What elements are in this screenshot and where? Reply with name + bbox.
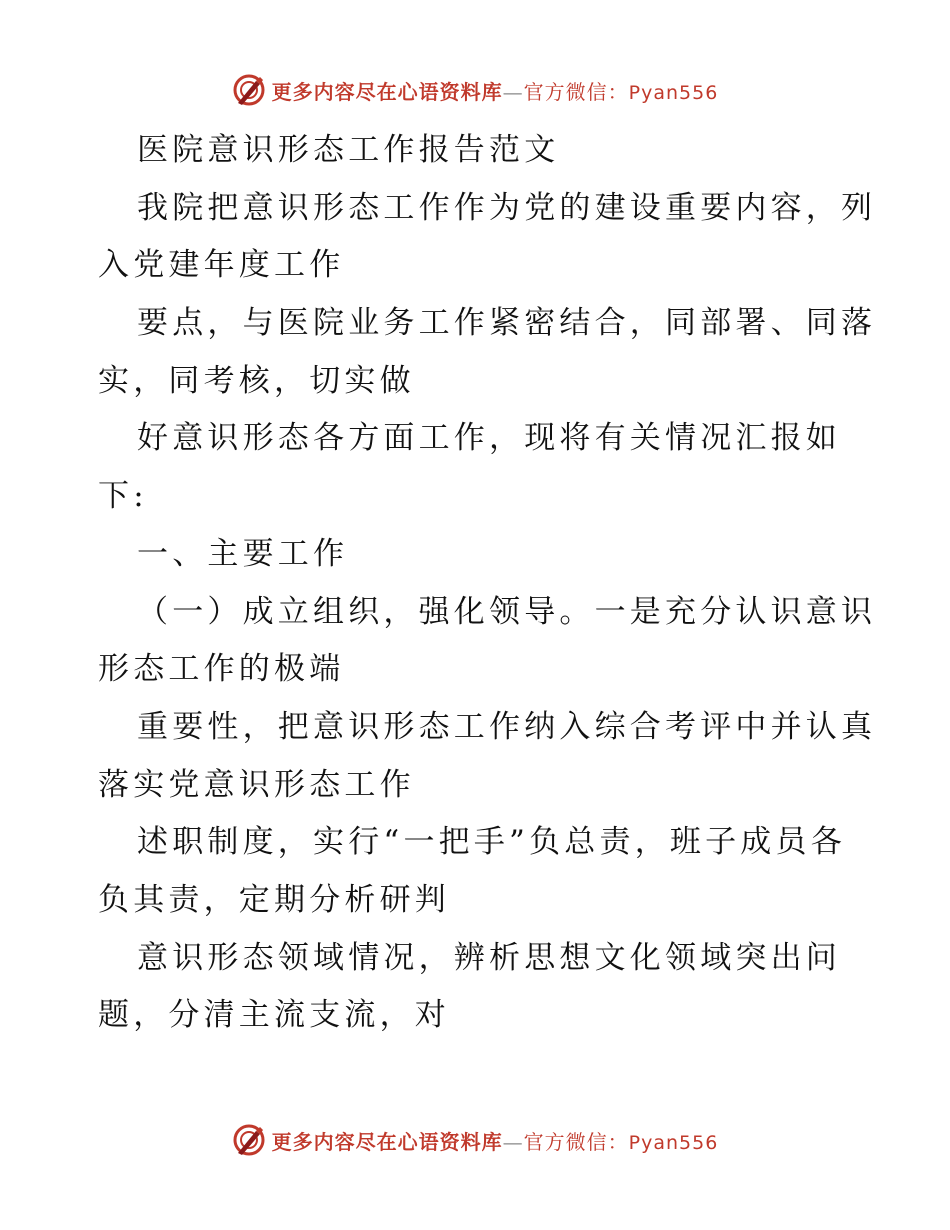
watermark-text (272, 1126, 719, 1155)
paragraph-line: 实，同考核，切实做 (98, 362, 415, 399)
section-heading: 一、主要工作 (137, 535, 349, 572)
paragraph-line: 负其责，定期分析研判 (98, 881, 450, 918)
paragraph-line: 意识形态领域情况，辨析思想文化领域突出问 (137, 939, 841, 976)
watermark-text (272, 76, 719, 105)
paragraph-line: 述职制度，实行“一把手”负总责，班子成员各 (137, 824, 846, 861)
watermark-dash: — (502, 79, 524, 104)
paragraph-line: 重要性，把意识形态工作纳入综合考评中并认真 (137, 708, 877, 745)
paragraph-line: 落实党意识形态工作 (98, 766, 415, 803)
watermark-wechat-label: 官方微信： (523, 1129, 629, 1154)
watermark-wechat-id: Pyan556 (628, 1131, 719, 1154)
header-watermark (0, 70, 950, 110)
paragraph-line: 要点，与医院业务工作紧密结合，同部署、同落 (137, 305, 877, 342)
paragraph-line: 入党建年度工作 (98, 247, 345, 284)
watermark-dash: — (502, 1129, 524, 1154)
document-body (98, 122, 877, 1045)
paragraph-line: 下: (98, 478, 148, 515)
paragraph-line: 形态工作的极端 (98, 651, 345, 688)
watermark-wechat-id: Pyan556 (628, 81, 719, 104)
watermark-wechat-label: 官方微信： (523, 79, 629, 104)
footer-watermark (0, 1120, 950, 1160)
pen-logo-icon (232, 1123, 266, 1157)
watermark-site: 更多内容尽在心语资料库 (271, 1129, 503, 1154)
watermark-site: 更多内容尽在心语资料库 (271, 79, 503, 104)
document-title: 医院意识形态工作报告范文 (137, 132, 560, 168)
paragraph-line: （一）成立组织，强化领导。一是充分认识意识 (137, 593, 877, 630)
paragraph-line: 好意识形态各方面工作，现将有关情况汇报如 (137, 420, 841, 457)
paragraph-line: 题，分清主流支流，对 (98, 997, 450, 1034)
pen-logo-icon (232, 73, 266, 107)
paragraph-line: 我院把意识形态工作作为党的建设重要内容，列 (137, 189, 877, 226)
